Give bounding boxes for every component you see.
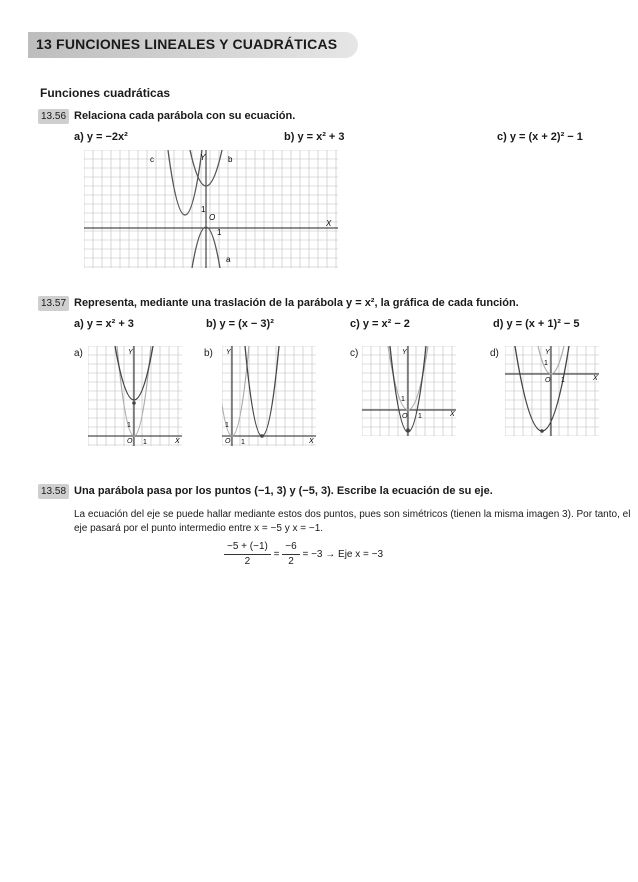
fraction-1-denominator: 2 <box>244 556 251 567</box>
vertex-point <box>540 429 544 433</box>
graph-d-label: d) <box>490 348 499 359</box>
label-b: b <box>228 155 233 164</box>
equation-result: = −3 → Eje x = −3 <box>302 549 384 561</box>
grid <box>505 346 599 436</box>
fraction-1-numerator: −5 + (−1) <box>224 540 271 555</box>
x-axis-label: X <box>175 438 180 445</box>
exercise-number-13-58: 13.58 <box>38 484 69 499</box>
x-axis-label: X <box>593 375 598 382</box>
x-axis-label: X <box>450 411 455 418</box>
y-axis-label: Y <box>545 349 550 356</box>
grid <box>88 346 182 446</box>
graph-c-label: c) <box>350 348 359 359</box>
y-axis-label: Y <box>402 349 407 356</box>
option-c-13-56: c) y = (x + 2)² − 1 <box>497 131 583 143</box>
option-a-13-56: a) y = −2x² <box>74 131 128 143</box>
tick-one-y: 1 <box>127 422 131 429</box>
fraction-2 <box>282 540 299 569</box>
vertex-point <box>260 434 264 438</box>
y-axis-label: Y <box>128 349 133 356</box>
origin-label: O <box>127 438 133 445</box>
tick-one-y: 1 <box>544 360 548 367</box>
option-b-13-56: b) y = x² + 3 <box>284 131 345 143</box>
tick-one-y: 1 <box>401 396 405 403</box>
tick-one-x: 1 <box>561 377 565 384</box>
origin-label: O <box>225 438 231 445</box>
y-axis-label: Y <box>226 349 231 356</box>
graph-13-57-c <box>362 346 456 436</box>
tick-one-x: 1 <box>217 228 222 237</box>
grid <box>362 346 456 436</box>
answer-line-2: eje pasará por el punto intermedio entre x = −5 y x = −1. <box>74 523 324 534</box>
fraction-2-denominator: 2 <box>288 556 294 567</box>
graph-13-57-d <box>505 346 599 436</box>
tick-one-y: 1 <box>201 205 206 214</box>
exercise-13-56-question: Relaciona cada parábola con su ecuación. <box>74 110 296 122</box>
tick-one-x: 1 <box>241 439 245 446</box>
graph-13-56 <box>84 150 338 268</box>
option-d-13-57: d) y = (x + 1)² − 5 <box>493 318 580 330</box>
exercise-number-13-57: 13.57 <box>38 296 69 311</box>
y-axis-label: Y <box>200 153 206 162</box>
section-title: Funciones cuadráticas <box>40 86 171 100</box>
option-a-13-57: a) y = x² + 3 <box>74 318 134 330</box>
x-axis-label: X <box>309 438 314 445</box>
origin-label: O <box>209 213 216 222</box>
option-c-13-57: c) y = x² − 2 <box>350 318 410 330</box>
tick-one-y: 1 <box>225 422 229 429</box>
vertex-point <box>132 401 136 405</box>
x-axis-label: X <box>326 219 332 228</box>
graph-a-label: a) <box>74 348 83 359</box>
fraction-2-numerator: −6 <box>282 540 299 555</box>
grid <box>84 150 338 268</box>
graph-13-57-a <box>88 346 182 446</box>
label-a: a <box>226 255 231 264</box>
chapter-title: 13 FUNCIONES LINEALES Y CUADRÁTICAS <box>36 36 338 52</box>
parabola-c <box>168 150 202 215</box>
tick-one-x: 1 <box>143 439 147 446</box>
exercise-number-13-56: 13.56 <box>38 109 69 124</box>
option-b-13-57: b) y = (x − 3)² <box>206 318 274 330</box>
equals-sign: = <box>273 549 280 561</box>
graph-b-label: b) <box>204 348 213 359</box>
origin-label: O <box>402 413 408 420</box>
exercise-13-58-question: Una parábola pasa por los puntos (−1, 3) y (−5, 3). Escribe la ecuación de su eje. <box>74 485 493 497</box>
graph-13-57-b <box>222 346 316 446</box>
tick-one-x: 1 <box>418 413 422 420</box>
answer-equation <box>224 540 383 569</box>
label-c: c <box>150 155 154 164</box>
fraction-1 <box>224 540 271 569</box>
answer-line-1: La ecuación del eje se puede hallar mediante estos dos puntos, pues son simétricos (tienen la misma imagen 3). Por tanto, el <box>74 509 631 520</box>
origin-label: O <box>545 377 551 384</box>
vertex-point <box>406 428 410 432</box>
exercise-13-57-question: Representa, mediante una traslación de la parábola y = x², la gráfica de cada función. <box>74 297 519 309</box>
